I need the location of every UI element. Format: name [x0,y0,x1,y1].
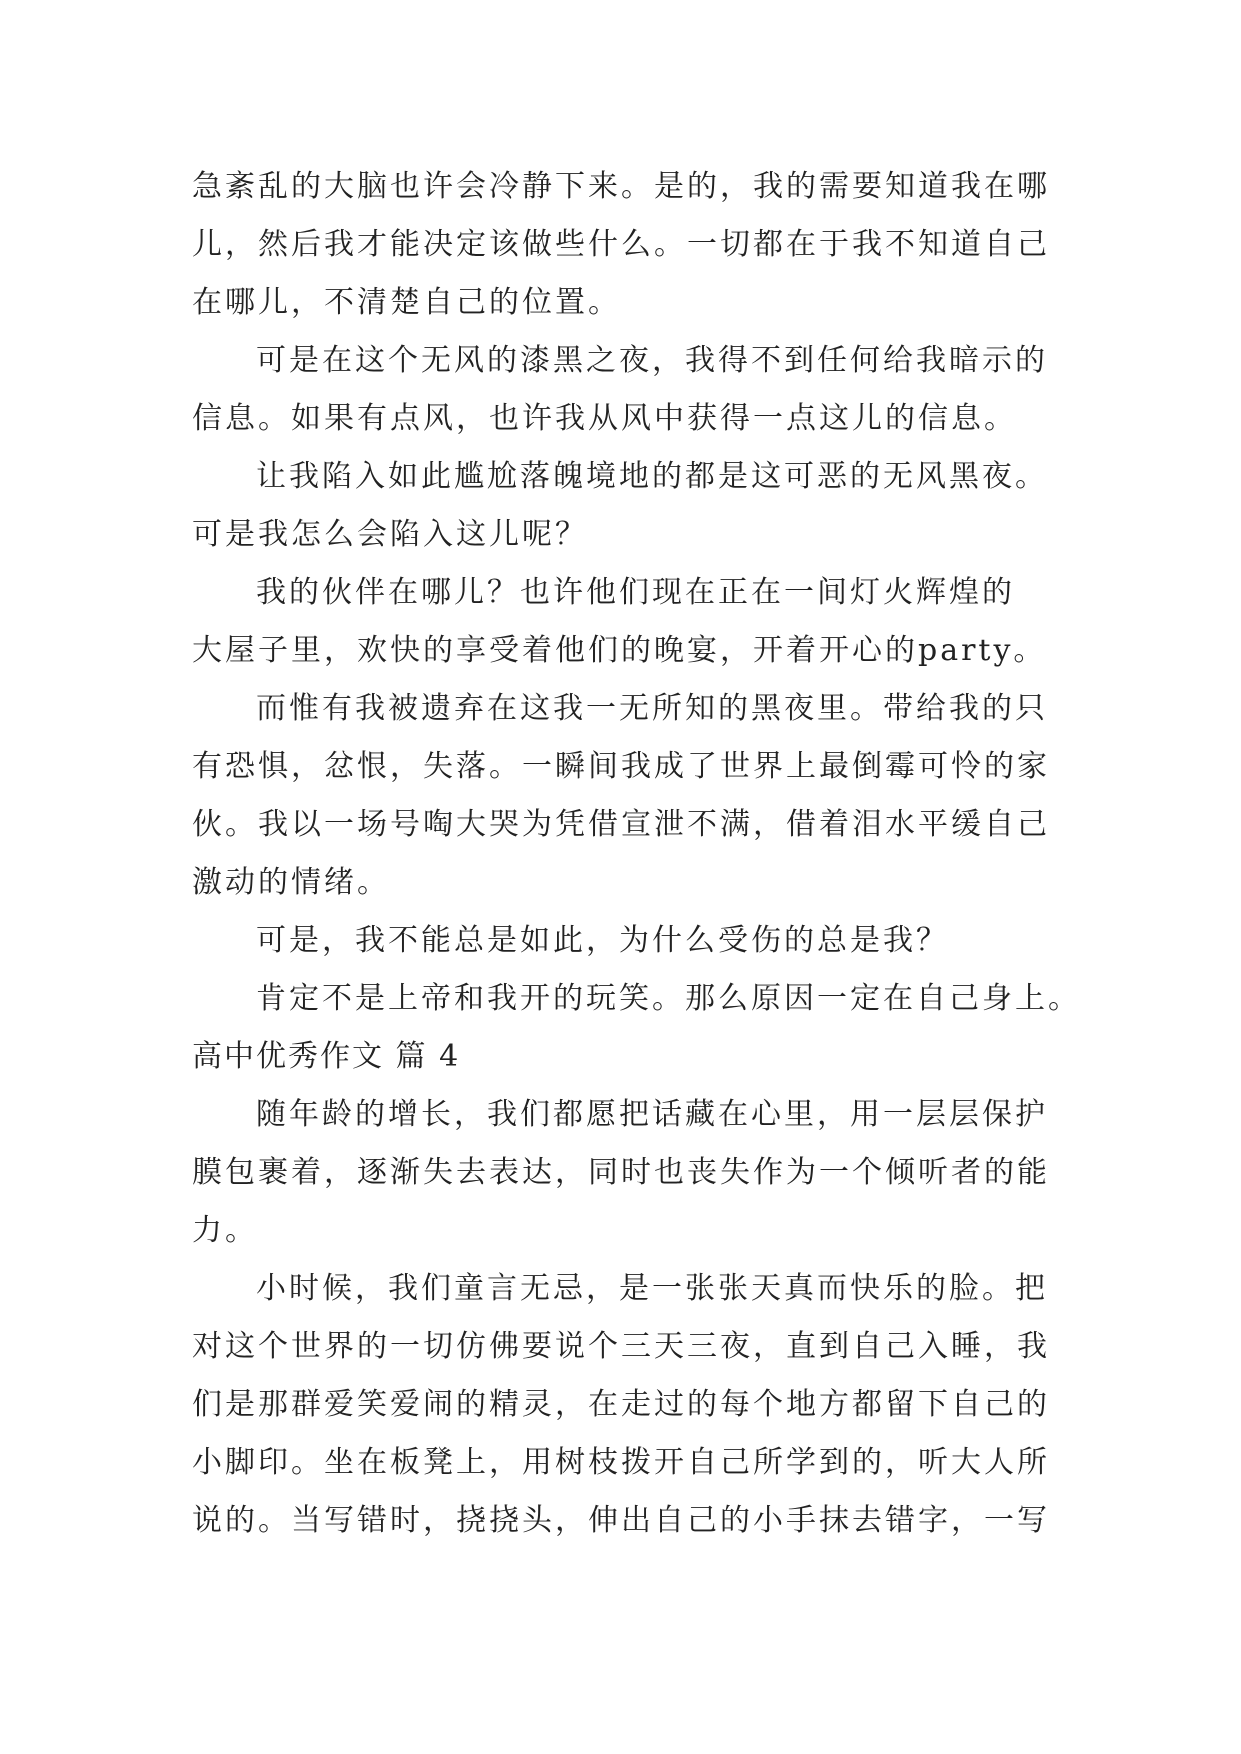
text-line: 急紊乱的大脑也许会冷静下来。是的，我的需要知道我在哪 [192,169,1050,204]
text-line: 大屋子里，欢快的享受着他们的晚宴，开着开心的party。 [192,633,1047,668]
text-line: 说的。当写错时，挠挠头，伸出自己的小手抹去错字，一写 [192,1503,1050,1538]
text-line: 们是那群爱笑爱闹的精灵，在走过的每个地方都留下自己的 [192,1387,1050,1422]
section-heading: 高中优秀作文 篇 4 [192,1039,461,1074]
document-page [192,158,1081,1550]
text-line: 膜包裹着，逐渐失去表达，同时也丧失作为一个倾听者的能 [192,1155,1050,1190]
paragraph-start-line: 小时候，我们童言无忌，是一张张天真而快乐的脸。把 [256,1271,1048,1306]
text-line: 激动的情绪。 [192,865,390,900]
text-line: 对这个世界的一切仿佛要说个三天三夜，直到自己入睡，我 [192,1329,1050,1364]
paragraph-start-line: 可是，我不能总是如此，为什么受伤的总是我？ [256,923,949,958]
paragraph-start-line: 肯定不是上帝和我开的玩笑。那么原因一定在自己身上。 [256,981,1081,1016]
text-line: 在哪儿，不清楚自己的位置。 [192,285,621,320]
paragraph-start-line: 我的伙伴在哪儿？也许他们现在正在一间灯火辉煌的 [256,575,1015,610]
text-line: 有恐惧，忿恨，失落。一瞬间我成了世界上最倒霉可怜的家 [192,749,1050,784]
text-line: 力。 [192,1213,258,1248]
paragraph-start-line: 让我陷入如此尴尬落魄境地的都是这可恶的无风黑夜。 [256,459,1048,494]
text-line: 可是我怎么会陷入这儿呢？ [192,517,588,552]
text-line: 小脚印。坐在板凳上，用树枝拨开自己所学到的，听大人所 [192,1445,1050,1480]
text-line: 伙。我以一场号啕大哭为凭借宣泄不满，借着泪水平缓自己 [192,807,1050,842]
text-line: 儿，然后我才能决定该做些什么。一切都在于我不知道自己 [192,227,1050,262]
paragraph-start-line: 可是在这个无风的漆黑之夜，我得不到任何给我暗示的 [256,343,1048,378]
text-line: 信息。如果有点风，也许我从风中获得一点这儿的信息。 [192,401,1017,436]
paragraph-start-line: 随年龄的增长，我们都愿把话藏在心里，用一层层保护 [256,1097,1048,1132]
paragraph-start-line: 而惟有我被遗弃在这我一无所知的黑夜里。带给我的只 [256,691,1048,726]
